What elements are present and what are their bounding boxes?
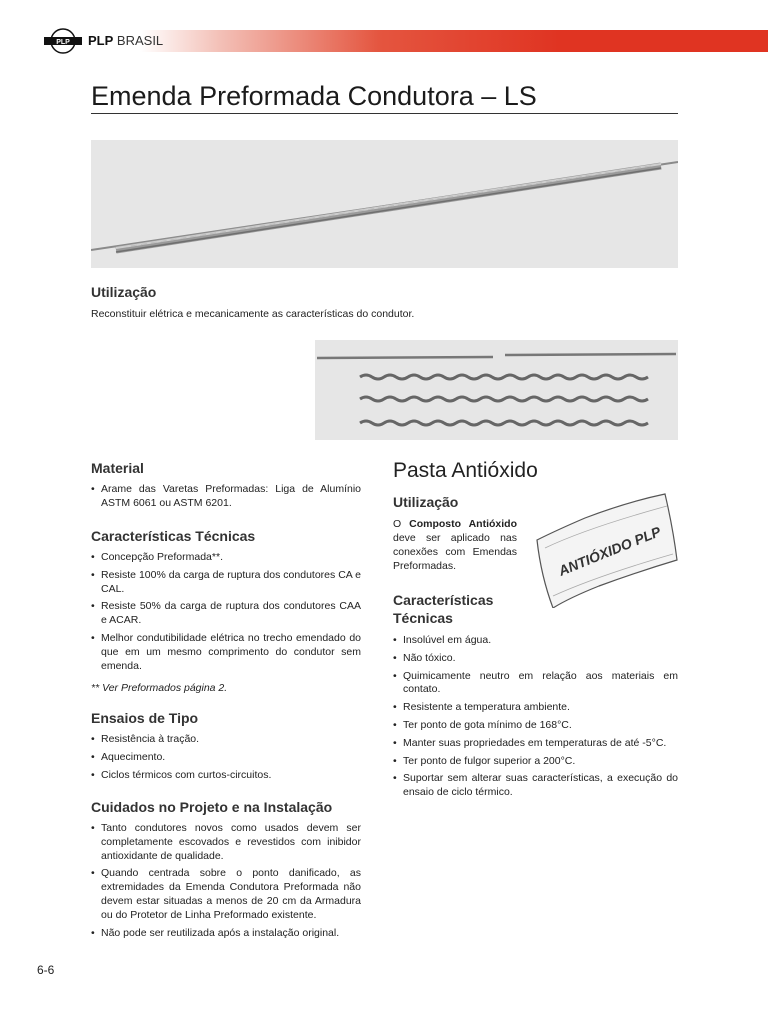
plp-logo-icon bbox=[42, 27, 84, 55]
pasta-heading: Pasta Antióxido bbox=[393, 459, 538, 482]
ensaios-heading: Ensaios de Tipo bbox=[91, 710, 199, 726]
list-item: • Suportar sem alterar suas características, a execução do ensaio de ciclo térmico. bbox=[393, 772, 678, 800]
list-item: • Resistente a temperatura ambiente. bbox=[393, 701, 678, 715]
pasta-utilizacao-text: O Composto Antióxido deve ser aplicado nas conexões com Emendas Preformadas. bbox=[393, 518, 517, 572]
preformados-note: ** Ver Preformados página 2. bbox=[91, 682, 228, 694]
pasta-utilizacao-heading: Utilização bbox=[393, 494, 459, 510]
list-item: • Quimicamente neutro em relação aos materiais em contato. bbox=[393, 670, 678, 698]
splice-product-photo bbox=[91, 140, 678, 268]
list-item: • Ciclos térmicos com curtos-circuitos. bbox=[91, 769, 361, 783]
list-item: • Arame das Varetas Preformadas: Liga de Alumínio ASTM 6061 ou ASTM 6201. bbox=[91, 483, 361, 511]
list-item: • Resiste 100% da carga de ruptura dos condutores CA e CAL. bbox=[91, 569, 361, 597]
list-item: • Ter ponto de gota mínimo de 168°C. bbox=[393, 719, 678, 733]
caracteristicas-heading: Características Técnicas bbox=[91, 528, 256, 544]
material-list bbox=[91, 483, 361, 515]
page-number: 6-6 bbox=[37, 963, 55, 977]
material-heading: Material bbox=[91, 460, 144, 476]
list-item: • Melhor condutibilidade elétrica no trecho emendado do que em um mesmo comprimento do condutor sem emenda. bbox=[91, 632, 361, 673]
list-item: • Quando centrada sobre o ponto danificado, as extremidades da Emenda Condutora Preformada não devem estar situadas a menos de 20 cm da Armadura ou do Protetor de Linha Preformado existente. bbox=[91, 867, 361, 922]
ensaios-list bbox=[91, 733, 361, 786]
list-item: • Resiste 50% da carga de ruptura dos condutores CAA e ACAR. bbox=[91, 600, 361, 628]
cuidados-list bbox=[91, 822, 361, 944]
svg-text:ANTIÓXIDO PLP: ANTIÓXIDO PLP bbox=[556, 523, 664, 579]
utilizacao-text: Reconstituir elétrica e mecanicamente as características do condutor. bbox=[91, 308, 415, 320]
antioxido-bag-photo bbox=[527, 488, 679, 608]
cuidados-heading: Cuidados no Projeto e na Instalação bbox=[91, 799, 333, 815]
list-item: • Manter suas propriedades em temperaturas de até -5°C. bbox=[393, 737, 678, 751]
list-item: • Resistência à tração. bbox=[91, 733, 361, 747]
list-item: • Não tóxico. bbox=[393, 652, 678, 666]
svg-text:PLP: PLP bbox=[56, 39, 70, 46]
rods-product-photo bbox=[315, 340, 678, 440]
list-item: • Concepção Preformada**. bbox=[91, 551, 361, 565]
list-item: • Aquecimento. bbox=[91, 751, 361, 765]
pasta-caracteristicas-heading: Características Técnicas bbox=[393, 592, 494, 626]
pasta-caracteristicas-list bbox=[393, 634, 678, 804]
list-item: • Ter ponto de fulgor superior a 200°C. bbox=[393, 755, 678, 769]
brand-name: PLP BRASIL bbox=[88, 33, 164, 48]
caracteristicas-list bbox=[91, 551, 361, 677]
utilizacao-heading: Utilização bbox=[91, 284, 157, 300]
list-item: • Insolúvel em água. bbox=[393, 634, 678, 648]
list-item: • Não pode ser reutilizada após a instalação original. bbox=[91, 927, 361, 941]
page-title: Emenda Preformada Condutora – LS bbox=[91, 80, 678, 114]
list-item: • Tanto condutores novos como usados devem ser completamente escovados e revestidos com inibidor antioxidante de qualidade. bbox=[91, 822, 361, 863]
